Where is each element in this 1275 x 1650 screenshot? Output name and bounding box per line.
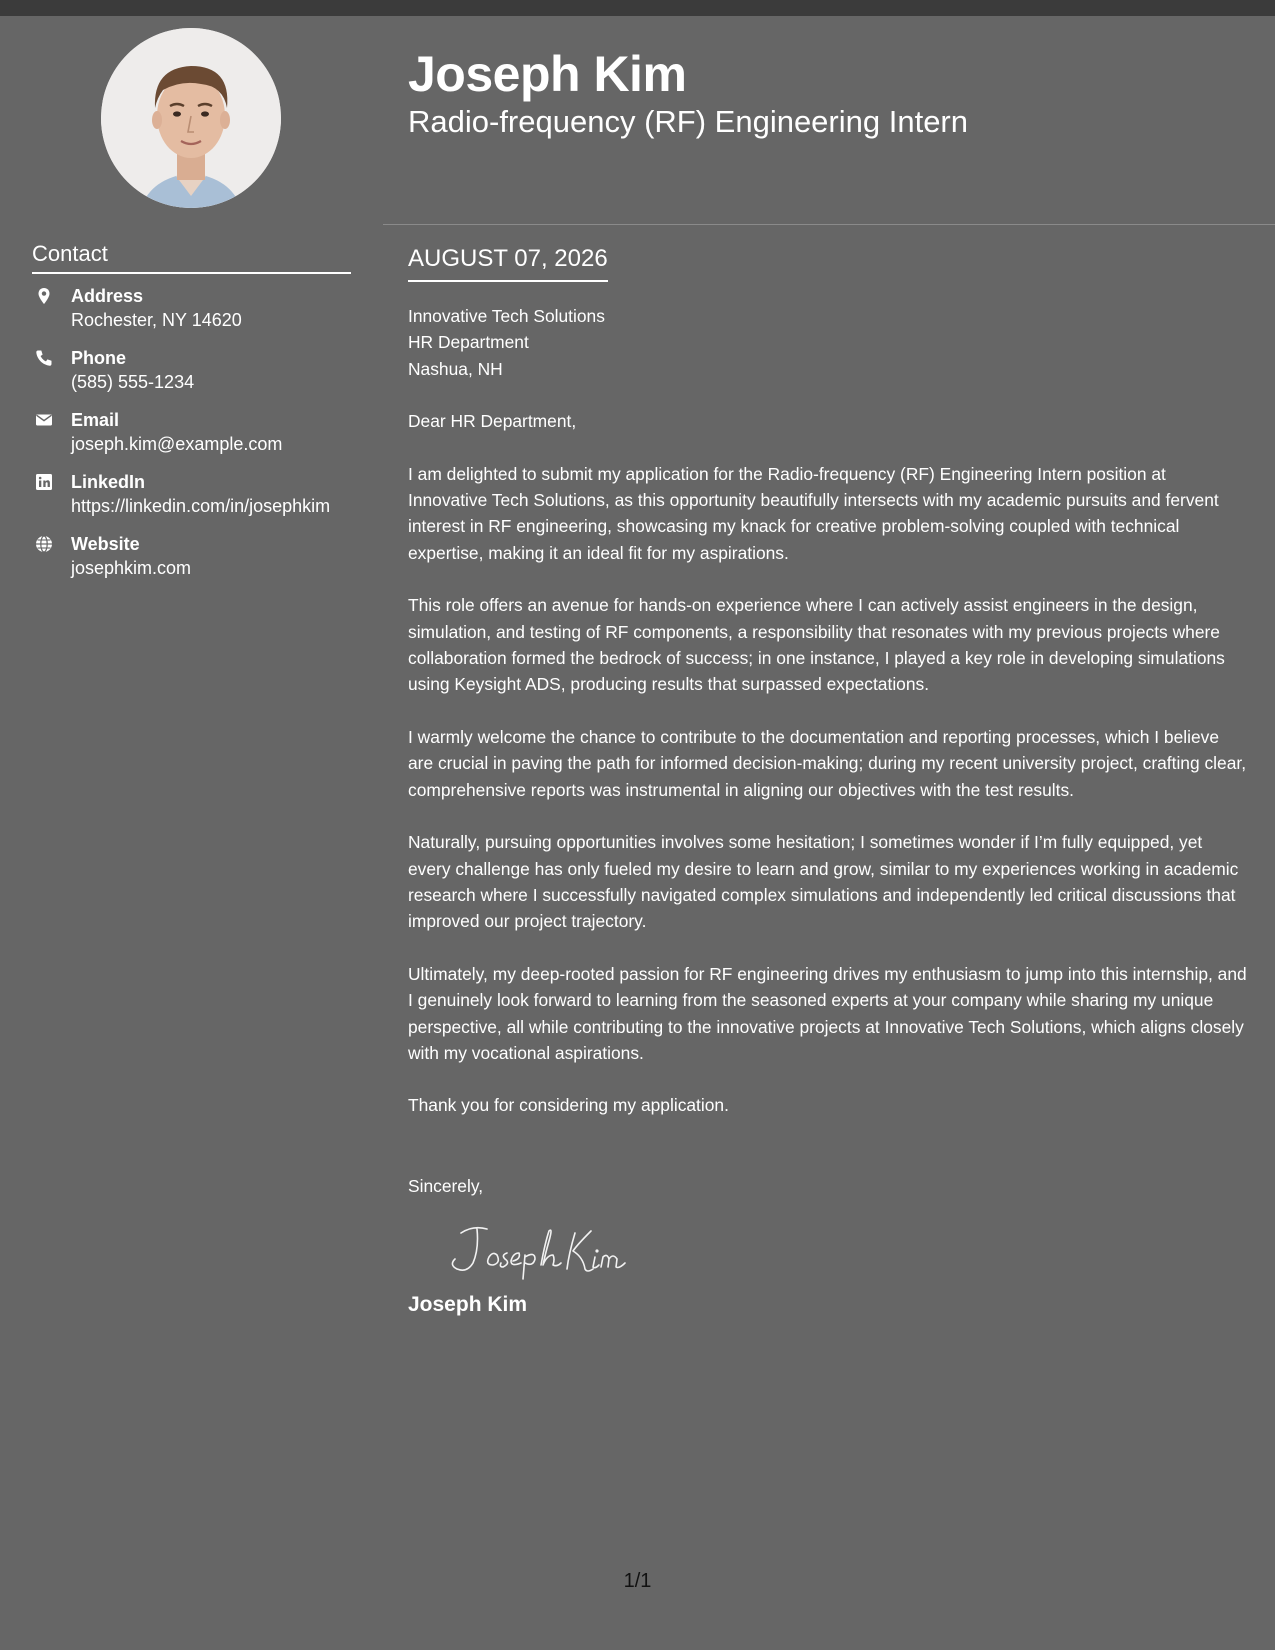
- location-pin-icon: [35, 287, 53, 305]
- recipient-department: HR Department: [408, 332, 529, 353]
- applicant-name: Joseph Kim: [408, 46, 687, 102]
- contact-item-email: [32, 408, 352, 457]
- header-divider: [383, 224, 1275, 225]
- paragraph-3: I warmly welcome the chance to contribute to the documentation and reporting processes, which I believe are crucial in paving the path for informed decision-making; during my recent university project, crafting clear, comprehensive reports was instrumental in aligning our objectives with the test results.: [408, 726, 1247, 800]
- profile-photo: [101, 28, 281, 208]
- contact-label-phone: Phone: [71, 348, 127, 368]
- closing-thanks: Thank you for considering my application.: [408, 1095, 729, 1116]
- salutation: Dear HR Department,: [408, 411, 577, 432]
- globe-icon: [35, 535, 53, 553]
- paragraph-2: This role offers an avenue for hands-on experience where I can actively assist engineers in the design, simulation, and testing of RF components, a responsibility that resonates with my previous projects where collaboration formed the bedrock of success; in one instance, I played a key role in developing simulations using Keysight ADS, producing results that surpassed expectations.: [408, 595, 1225, 695]
- contact-item-phone: [32, 346, 352, 395]
- letter-date: AUGUST 07, 2026: [408, 244, 608, 282]
- contact-item-website: [32, 532, 352, 581]
- recipient-company: Innovative Tech Solutions: [408, 306, 605, 326]
- phone-icon: [35, 349, 53, 367]
- contact-label-website: Website: [71, 534, 140, 554]
- contact-label-email: Email: [71, 410, 120, 430]
- signer-name: Joseph Kim: [408, 1293, 528, 1317]
- contact-value-phone: (585) 555-1234: [71, 372, 195, 392]
- contact-label-address: Address: [71, 286, 144, 306]
- applicant-role: Radio-frequency (RF) Engineering Intern: [408, 104, 968, 139]
- contact-heading: Contact: [32, 240, 351, 274]
- handwritten-signature: [443, 1213, 1248, 1283]
- recipient-location: Nashua, NH: [408, 358, 503, 379]
- paragraph-4: Naturally, pursuing opportunities involves some hesitation; I sometimes wonder if I’m fully equipped, yet every challenge has only fueled my desire to learn and grow, similar to my experiences working in academic research where I successfully navigated complex simulations and independently led critical discussions that improved our project trajectory.: [408, 832, 1239, 932]
- contact-list: [32, 284, 352, 594]
- contact-item-address: [32, 284, 352, 333]
- contact-value-website[interactable]: josephkim.com: [71, 558, 192, 578]
- contact-item-linkedin: [32, 470, 352, 519]
- recipient-block: [408, 303, 1248, 382]
- contact-value-linkedin[interactable]: https://linkedin.com/in/josephkim: [71, 496, 331, 516]
- linkedin-icon: [35, 473, 53, 491]
- contact-label-linkedin: LinkedIn: [71, 472, 146, 492]
- contact-value-email[interactable]: joseph.kim@example.com: [71, 434, 283, 454]
- page-number: 1/1: [623, 1570, 652, 1592]
- letter-body: [408, 303, 1248, 1319]
- envelope-icon: [35, 411, 53, 429]
- contact-value-address: Rochester, NY 14620: [71, 310, 242, 330]
- top-bar: [0, 0, 1275, 16]
- paragraph-1: I am delighted to submit my application for the Radio-frequency (RF) Engineering Intern position at Innovative Tech Solutions, as this opportunity beautifully intersects with my academic pursuits and fervent interest in RF engineering, showcasing my knack for creative problem-solving coupled with technical expertise, making it an ideal fit for my aspirations.: [408, 463, 1219, 563]
- closing: Sincerely,: [408, 1175, 484, 1196]
- paragraph-5: Ultimately, my deep-rooted passion for RF engineering drives my enthusiasm to jump into this internship, and I genuinely look forward to learning from the seasoned experts at your company while sharing my unique perspective, all while contributing to the innovative projects at Innovative Tech Solutions, which aligns closely with my vocational aspirations.: [408, 963, 1247, 1063]
